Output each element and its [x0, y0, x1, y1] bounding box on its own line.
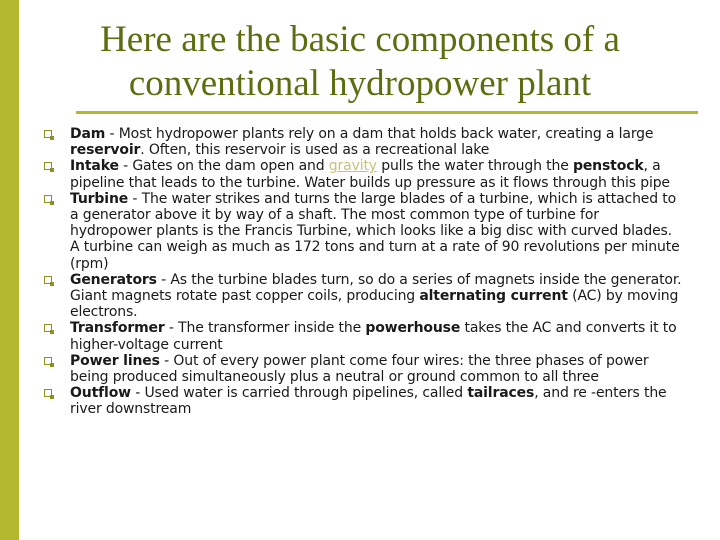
bullet-intake	[44, 158, 684, 190]
bullet-text: - The water strikes and turns the large blades of a turbine, which is attached to a generator above it by way of a shaft. The most common type of turbine for hydropower plants is the Francis Turbine, which looks like a big disc with curved blades. A turbine can weigh as much as 172 tons and turn at a rate of 90 revolutions per minute (rpm)	[70, 190, 680, 272]
term-reservoir: reservoir	[70, 142, 141, 159]
bullet-text: takes the AC and converts it to higher-voltage current	[70, 320, 677, 353]
gravity-link[interactable]: gravity	[328, 158, 377, 175]
term-powerhouse: powerhouse	[365, 320, 461, 337]
bullet-generators	[44, 272, 684, 321]
term-tailraces: tailraces	[467, 385, 535, 402]
bullet-text: - Most hydropower plants rely on a dam that holds back water, creating a large	[105, 126, 654, 142]
bullet-text: - Used water is carried through pipelines, called	[130, 385, 468, 402]
term-power-lines: Power lines	[70, 352, 160, 369]
bullet-text: - The transformer inside the	[164, 320, 366, 337]
slide-title-line-2: conventional hydropower plant	[128, 63, 592, 104]
square-bullet-icon	[44, 162, 52, 170]
slide-title-line-1: Here are the basic components of a	[100, 19, 620, 60]
term-intake: Intake	[70, 158, 119, 175]
bullet-text: pulls the water through the	[376, 158, 573, 175]
term-generators: Generators	[70, 271, 157, 288]
bullet-power-lines	[44, 353, 684, 385]
bullet-text: - Gates on the dam open and	[118, 158, 329, 175]
bullet-text: , and re -enters the river downstream	[70, 385, 667, 418]
square-bullet-icon	[44, 324, 52, 332]
term-turbine: Turbine	[70, 190, 129, 207]
bullet-list	[44, 126, 684, 418]
square-bullet-icon	[44, 357, 52, 365]
bullet-text: - Out of every power plant come four wires: the three phases of power being produced simultaneously plus a neutral or ground common to all three	[70, 352, 649, 386]
term-outflow: Outflow	[70, 385, 131, 402]
term-dam: Dam	[70, 126, 106, 142]
bullet-text: (AC) by moving electrons.	[70, 288, 679, 321]
left-accent-bar	[0, 0, 19, 540]
term-transformer: Transformer	[70, 320, 165, 337]
square-bullet-icon	[44, 130, 52, 138]
bullet-outflow	[44, 385, 684, 417]
bullet-dam	[44, 126, 684, 158]
term-penstock: penstock	[572, 158, 644, 175]
bullet-turbine	[44, 191, 684, 272]
bullet-text: - As the turbine blades turn, so do a series of magnets inside the generator. Giant magnets rotate past copper coils, producing	[70, 271, 682, 305]
square-bullet-icon	[44, 276, 52, 284]
slide-title	[40, 18, 680, 106]
title-divider	[76, 111, 698, 114]
bullet-text: , a pipeline that leads to the turbine. Water builds up pressure as it flows through this pipe	[70, 158, 670, 191]
square-bullet-icon	[44, 389, 52, 397]
bullet-transformer	[44, 320, 684, 352]
term-alternating-current: alternating current	[419, 288, 568, 305]
square-bullet-icon	[44, 195, 52, 203]
bullet-text: . Often, this reservoir is used as a recreational lake	[140, 142, 490, 159]
